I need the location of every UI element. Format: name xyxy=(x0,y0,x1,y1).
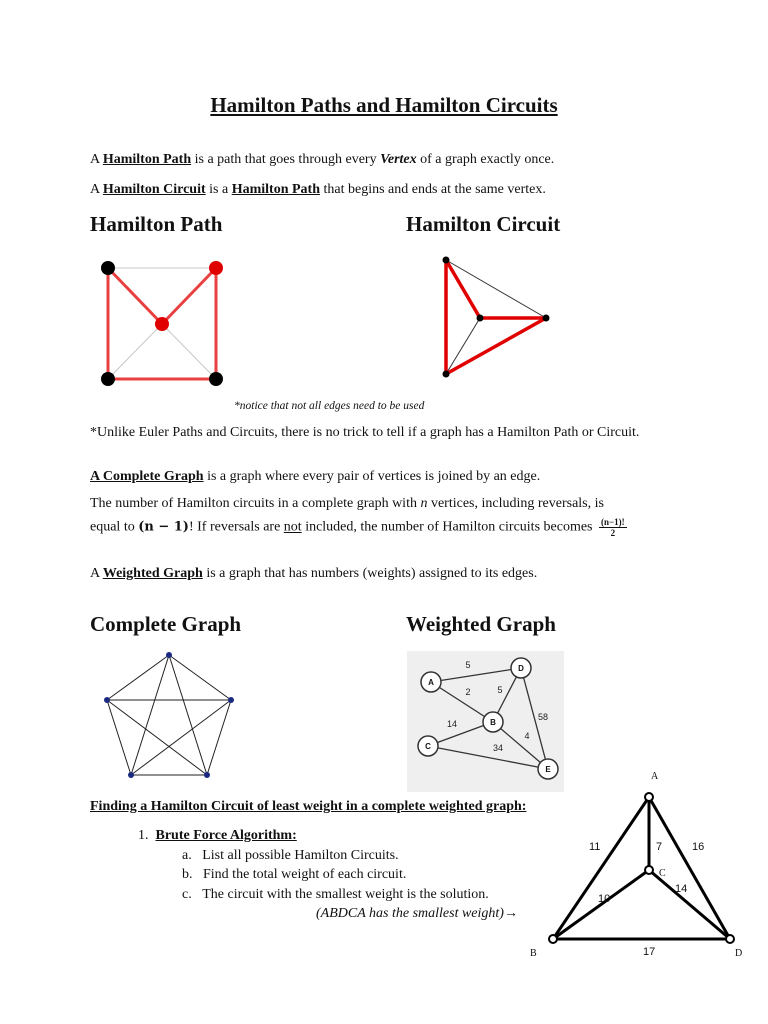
page-title: Hamilton Paths and Hamilton Circuits xyxy=(210,93,558,117)
label-b: B xyxy=(530,948,537,959)
vertex xyxy=(128,772,134,778)
unused-edge xyxy=(108,324,162,379)
label-b: B xyxy=(490,718,496,727)
definition-hamilton-circuit: A Hamilton Circuit is a Hamilton Path that begins and ends at the same vertex. xyxy=(90,182,546,197)
label-d: D xyxy=(518,664,524,673)
weight-cd: 14 xyxy=(675,883,688,895)
vertex xyxy=(204,772,210,778)
finding-heading: Finding a Hamilton Circuit of least weight in a complete weighted graph: xyxy=(90,799,527,814)
path-edge xyxy=(162,268,216,324)
weight-bc: 10 xyxy=(598,893,611,905)
weight-ab: 11 xyxy=(589,841,601,853)
vertex-b xyxy=(549,935,557,943)
algorithm-step: b. Find the total weight of each circuit. xyxy=(182,867,407,882)
label-c: C xyxy=(425,742,431,751)
algorithm-item: 1. Brute Force Algorithm: xyxy=(138,828,297,843)
vertex xyxy=(228,697,234,703)
vertex xyxy=(443,371,450,378)
weight-bd: 5 xyxy=(497,685,503,695)
triangle-weighted-graph xyxy=(525,764,755,964)
circuit-count-line2: equal to (n − 1)! If reversals are not included, the number of Hamilton circuits becomes $\frac{(n-1)!}{2}$ xyxy=(90,517,625,538)
vertex xyxy=(443,257,450,264)
heading-complete-graph: Complete Graph xyxy=(90,612,242,636)
label-d: D xyxy=(735,948,743,959)
vertex xyxy=(543,315,550,322)
fraction-formula: $\frac{(n-1)!}{2}$ xyxy=(601,517,625,538)
vertex xyxy=(155,317,169,331)
path-edge xyxy=(108,268,162,324)
vertex-c xyxy=(645,866,653,874)
circuit-edge xyxy=(446,260,480,318)
circuit-count-line1: The number of Hamilton circuits in a complete graph with n vertices, including reversals, is xyxy=(90,496,604,511)
vertex xyxy=(209,372,223,386)
vertex xyxy=(101,372,115,386)
weight-be: 4 xyxy=(524,731,530,741)
vertex-d xyxy=(726,935,734,943)
weight-ce: 34 xyxy=(492,743,504,753)
note-edges: *notice that not all edges need to be used xyxy=(234,400,425,412)
vertex xyxy=(104,697,110,703)
unused-edge xyxy=(162,324,216,379)
weight-de: 58 xyxy=(537,712,549,722)
algorithm-step: c. The circuit with the smallest weight is the solution. xyxy=(182,887,489,902)
vertex xyxy=(101,261,115,275)
vertex xyxy=(209,261,223,275)
weight-ac: 7 xyxy=(656,841,663,853)
algorithm-step: a. List all possible Hamilton Circuits. xyxy=(182,848,399,863)
algorithm-result: (ABDCA has the smallest weight)→ xyxy=(316,906,518,921)
unlike-euler-text: *Unlike Euler Paths and Circuits, there is no trick to tell if a graph has a Hamilton Path or Circuit. xyxy=(90,425,640,440)
heading-hamilton-path: Hamilton Path xyxy=(90,212,223,236)
complete-graph-diagram xyxy=(98,648,243,783)
heading-weighted-graph: Weighted Graph xyxy=(406,612,556,636)
label-a: A xyxy=(651,771,659,782)
vertex xyxy=(477,315,484,322)
definition-complete-graph: A Complete Graph is a graph where every pair of vertices is joined by an edge. xyxy=(90,469,541,484)
weight-bc: 14 xyxy=(446,719,458,729)
definition-hamilton-path: A Hamilton Path is a path that goes through every Vertex of a graph exactly once. xyxy=(90,152,555,167)
weight-ad: 5 xyxy=(465,660,471,670)
weight-ab: 2 xyxy=(465,687,471,697)
hamilton-path-diagram xyxy=(90,255,240,395)
circuit-edge xyxy=(446,318,546,374)
definition-weighted-graph: A Weighted Graph is a graph that has numbers (weights) assigned to its edges. xyxy=(90,566,538,581)
vertex xyxy=(166,652,172,658)
heading-hamilton-circuit: Hamilton Circuit xyxy=(406,212,561,236)
weight-ad: 16 xyxy=(692,841,705,853)
label-c: C xyxy=(659,868,666,879)
vertex-a xyxy=(645,793,653,801)
weight-bd: 17 xyxy=(643,946,656,958)
hamilton-circuit-diagram xyxy=(430,250,560,385)
label-e: E xyxy=(545,765,551,774)
label-a: A xyxy=(428,678,434,687)
